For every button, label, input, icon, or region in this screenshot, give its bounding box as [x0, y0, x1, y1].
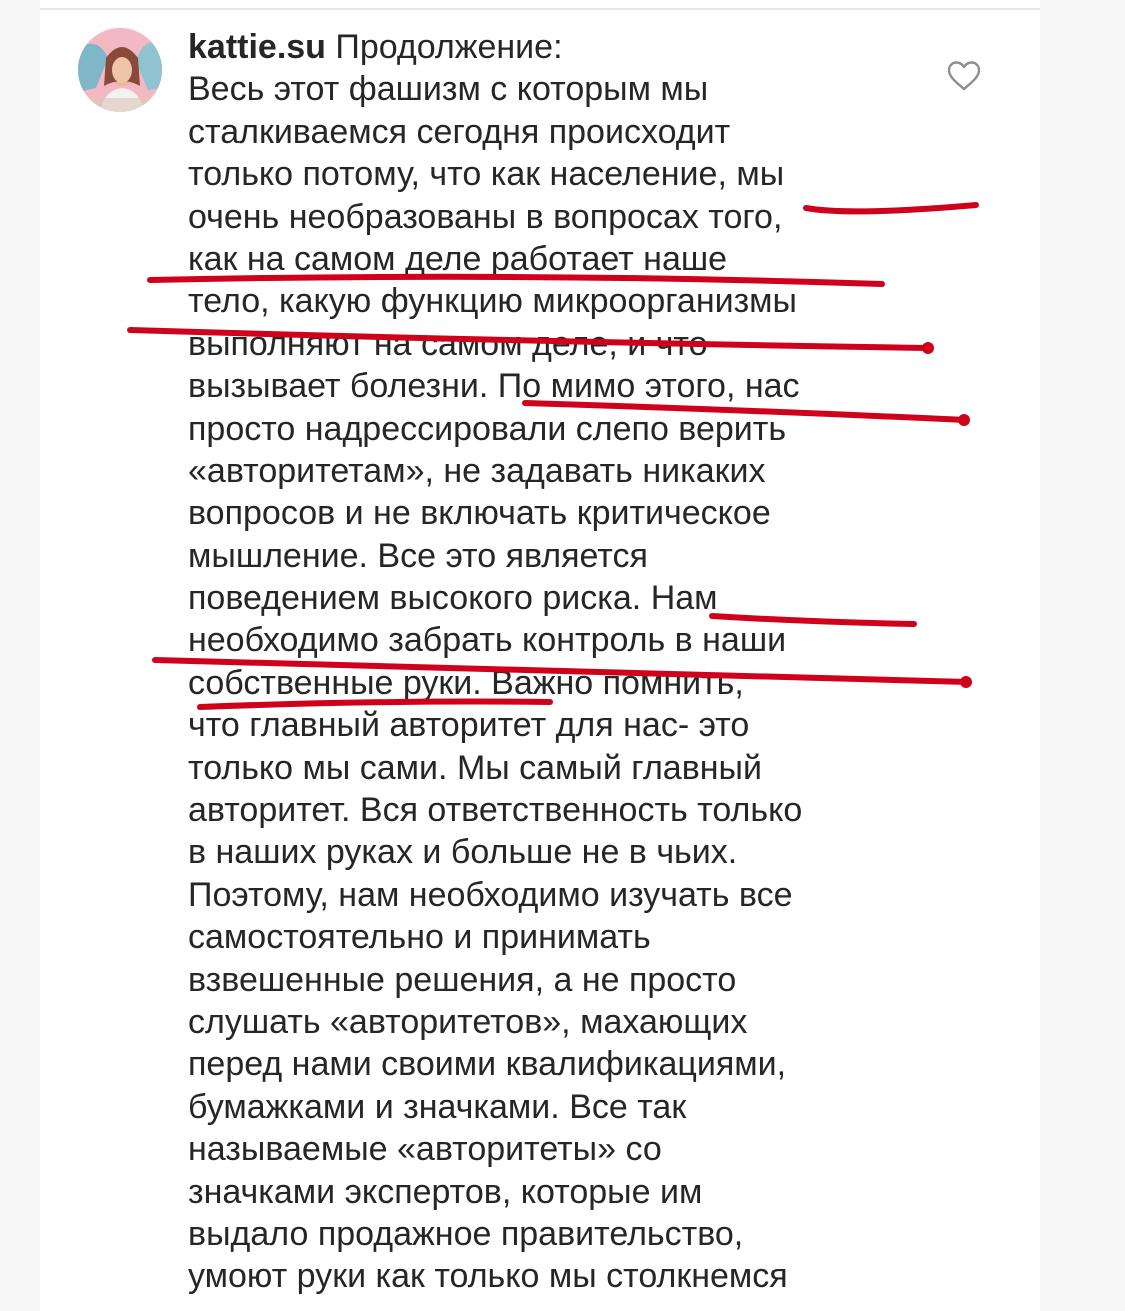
comment-line: поведением высокого риска. Нам [188, 579, 718, 618]
comment-line: выполняют на самом деле, и что [188, 324, 708, 363]
comment-line: «авторитетам», не задавать никаких [188, 451, 766, 490]
comment-line: бумажками и значками. Все так [188, 1087, 687, 1126]
comment-line: самостоятельно и принимать [188, 918, 651, 957]
comment-line: собственные руки. Важно помнить, [188, 663, 744, 702]
comment-line: взвешенные решения, а не просто [188, 960, 737, 999]
comment-line: необходимо забрать контроль в наши [188, 621, 787, 660]
comment-line: тело, какую функцию микроорганизмы [188, 282, 797, 321]
comment-line: выдало продажное правительство, [188, 1214, 744, 1253]
divider [40, 8, 1040, 10]
comment-line: как на самом деле работает наше [188, 239, 728, 278]
comment-line: очень необразованы в вопросах того, [188, 197, 783, 236]
comment-line: вызывает болезни. По мимо этого, нас [188, 367, 800, 406]
comment-line: только мы сами. Мы самый главный [188, 748, 762, 787]
comment-line: что главный авторитет для нас- это [188, 706, 750, 745]
username-link[interactable]: kattie.su [188, 28, 326, 66]
comment-line: в наших руках и больше не в чьих. [188, 833, 738, 872]
comment-line: просто надрессировали слепо верить [188, 409, 787, 448]
comment-line: kattie.su Продолжение: [188, 28, 563, 66]
avatar[interactable] [78, 28, 162, 112]
like-button[interactable] [946, 60, 982, 92]
comment-line: перед нами своими квалификациями, [188, 1045, 787, 1084]
comment-line: Весь этот фашизм с которым мы [188, 70, 709, 109]
comment-line: авторитет. Вся ответственность только [188, 791, 803, 830]
profile-photo-icon [78, 28, 162, 112]
comment-line: называемые «авторитеты» со [188, 1130, 662, 1169]
comment-line: значками экспертов, которые им [188, 1172, 703, 1211]
comment-line: слушать «авторитетов», махающих [188, 1002, 748, 1041]
comment-line: вопросов и не включать критическое [188, 494, 771, 533]
comment-text [188, 26, 948, 1298]
comment-line: Поэтому, нам необходимо изучать все [188, 875, 793, 914]
comment-line: сталкиваемся сегодня происходит [188, 112, 731, 151]
comment-line: мышление. Все это является [188, 536, 648, 575]
comment-line: только потому, что как население, мы [188, 155, 785, 194]
comment-line: умоют руки как только мы столкнемся [188, 1257, 788, 1296]
heart-outline-icon [946, 60, 982, 92]
